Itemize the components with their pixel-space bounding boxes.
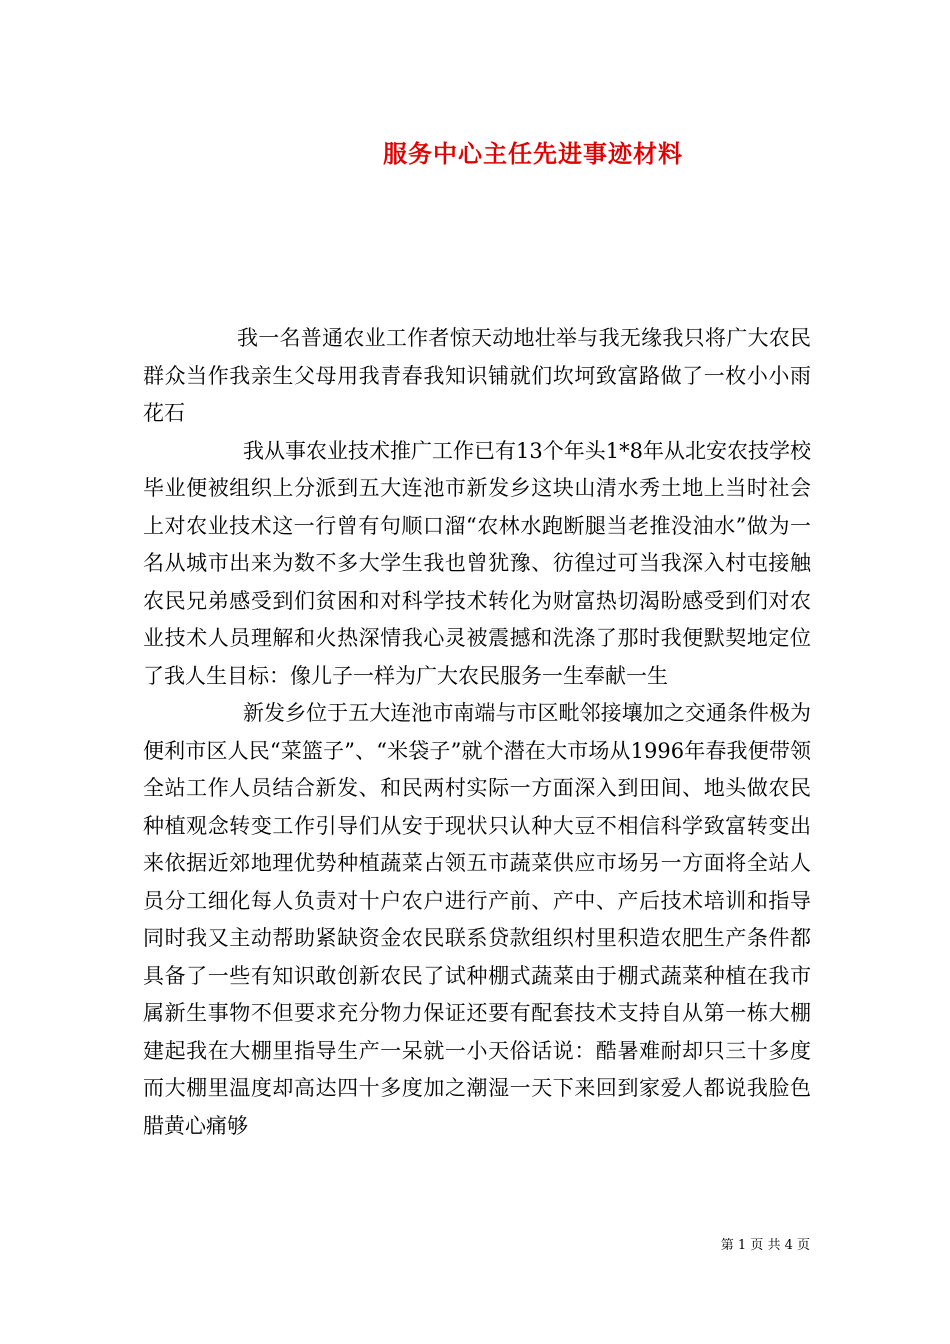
document-body xyxy=(143,320,811,1145)
paragraph-1: 我一名普通农业工作者惊天动地壮举与我无缘我只将广大农民群众当作我亲生父母用我青春我知识铺就们坎坷致富路做了一枚小小雨花石 xyxy=(143,326,811,425)
page-number-footer: 第 1 页 共 4 页 xyxy=(720,1238,810,1253)
page-title: 服务中心主任先进事迹材料 xyxy=(383,139,683,168)
paragraph-3: 新发乡位于五大连池市南端与市区毗邻接壤加之交通条件极为便利市区人民“菜篮子”、“米袋子”就个潜在大市场从1996年春我便带领全站工作人员结合新发、和民两村实际一方面深入到田间、地头做农民种植观念转变工作引导们从安于现状只认种大豆不相信科学致富转变出来依据近郊地理优势种植蔬菜占领五市蔬菜供应市场另一方面将全站人员分工细化每人负责对十户农户进行产前、产中、产后技术培训和指导同时我又主动帮助紧缺资金农民联系贷款组织村里积造农肥生产条件都具备了一些有知识敢创新农民了试种棚式蔬菜由于棚式蔬菜种植在我市属新生事物不但要求充分物力保证还要有配套技术支持自从第一栋大棚建起我在大棚里指导生产一呆就一小天俗话说：酷暑难耐却只三十多度而大棚里温度却高达四十多度加之潮湿一天下来回到家爱人都说我脸色腊黄心痛够 xyxy=(143,701,811,1138)
paragraph-2: 我从事农业技术推广工作已有13个年头1*8年从北安农技学校毕业便被组织上分派到五大连池市新发乡这块山清水秀土地上当时社会上对农业技术这一行曾有句顺口溜“农林水跑断腿当老推没油水”做为一名从城市出来为数不多大学生我也曾犹豫、彷徨过可当我深入村屯接触农民兄弟感受到们贫困和对科学技术转化为财富热切渴盼感受到们对农业技术人员理解和火热深情我心灵被震撼和洗涤了那时我便默契地定位了我人生目标：像儿子一样为广大农民服务一生奉献一生 xyxy=(143,438,811,688)
